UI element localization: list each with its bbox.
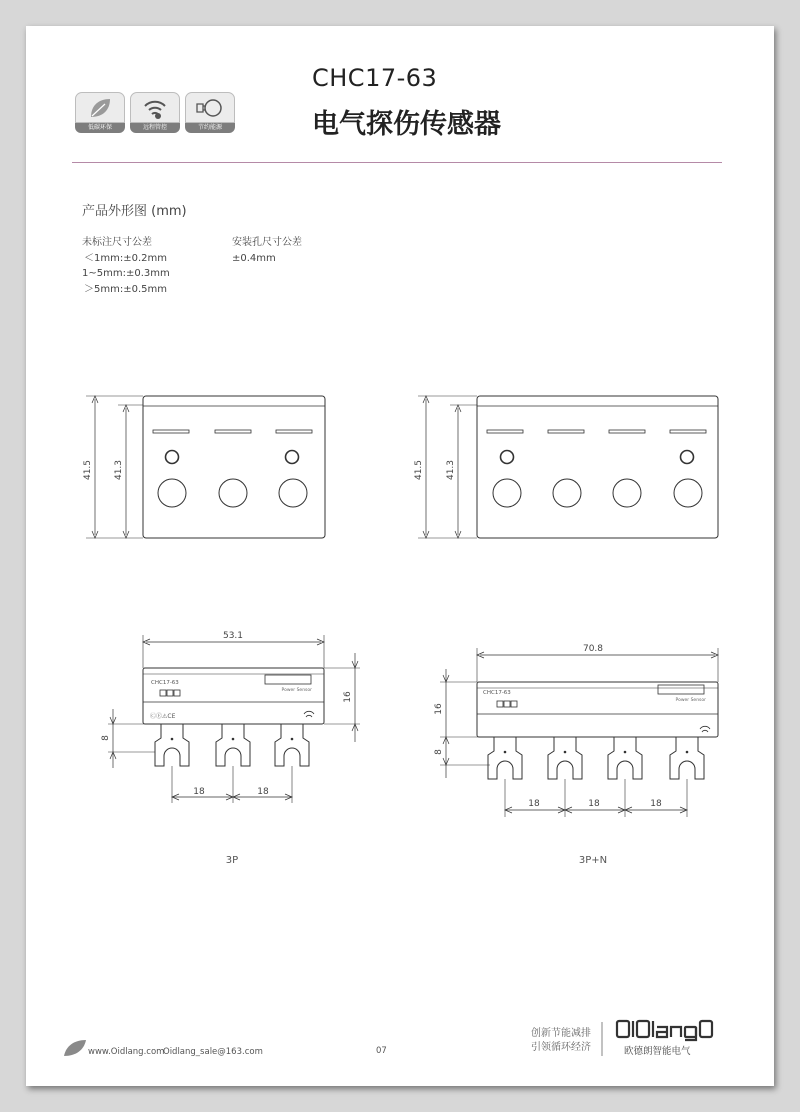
- cert-marks: ⒸⒺ⚠CE: [150, 713, 176, 720]
- wifi-icon: [304, 711, 314, 717]
- side-view-3p: [101, 631, 360, 803]
- dim-height-side: 16: [343, 691, 353, 703]
- front-view-3p: [83, 396, 325, 538]
- dim-pitch: 18: [650, 799, 662, 809]
- dim-pitch: 18: [588, 799, 600, 809]
- slogan-line-2: 引领循环经济: [531, 1042, 591, 1053]
- terminal: [275, 724, 309, 766]
- front-view-3pn: [414, 396, 718, 538]
- dim-height-outer: 41.5: [83, 459, 93, 481]
- dim-pitch: 18: [528, 799, 540, 809]
- tolerance-hole-heading: 安装孔尺寸公差: [232, 237, 302, 248]
- leaf-icon: [64, 1040, 86, 1056]
- wifi-icon: [700, 726, 710, 732]
- footer-website[interactable]: www.Oidlang.com: [88, 1047, 165, 1057]
- badge-label: 节约能源: [185, 123, 235, 133]
- caption-3pn: 3P+N: [578, 855, 608, 866]
- dim-pitch: 18: [257, 787, 269, 797]
- product-model: CHC17-63: [312, 64, 438, 92]
- dim-height-inner: 41.3: [446, 459, 456, 481]
- dim-width-3p: 53.1: [222, 631, 244, 641]
- footer-email[interactable]: Oidlang_sale@163.com: [163, 1047, 263, 1057]
- tolerance-row: 1~5mm:±0.3mm: [82, 268, 170, 279]
- tolerance-hole-value: ±0.4mm: [232, 252, 276, 264]
- terminal: [216, 724, 250, 766]
- dim-height-outer: 41.5: [414, 459, 424, 481]
- dim-pitch: 18: [193, 787, 205, 797]
- badge-label: 低碳环保: [75, 123, 125, 133]
- tolerance-general-heading: 未标注尺寸公差: [82, 237, 152, 248]
- dim-terminal-height: 8: [101, 735, 111, 741]
- device-brand-label: Power Sensor: [281, 688, 312, 693]
- terminal: [670, 737, 704, 779]
- terminal: [155, 724, 189, 766]
- caption-3p: 3P: [225, 855, 239, 866]
- terminal: [608, 737, 642, 779]
- dim-width-3pn: 70.8: [582, 644, 604, 654]
- dim-height-side: 16: [434, 703, 444, 715]
- badge-label: 远程管控: [130, 123, 180, 133]
- dim-terminal-height: 8: [434, 749, 444, 755]
- section-title: 产品外形图 (mm): [82, 204, 187, 219]
- tolerance-row: ＞5mm:±0.5mm: [84, 283, 167, 295]
- terminal: [548, 737, 582, 779]
- side-view-3pn: [434, 644, 718, 817]
- dim-height-inner: 41.3: [114, 459, 124, 481]
- page-number: 07: [376, 1046, 387, 1056]
- terminal: [488, 737, 522, 779]
- slogan-line-1: 创新节能减排: [531, 1028, 591, 1039]
- company-name: 欧德朗智能电气: [624, 1046, 691, 1057]
- product-title: 电气探伤传感器: [312, 109, 501, 140]
- device-model-label: CHC17-63: [483, 690, 511, 696]
- brand-logo: [617, 1021, 712, 1040]
- device-model-label: CHC17-63: [151, 680, 179, 686]
- device-brand-label: Power Sensor: [675, 698, 706, 703]
- tolerance-row: ＜1mm:±0.2mm: [84, 252, 167, 264]
